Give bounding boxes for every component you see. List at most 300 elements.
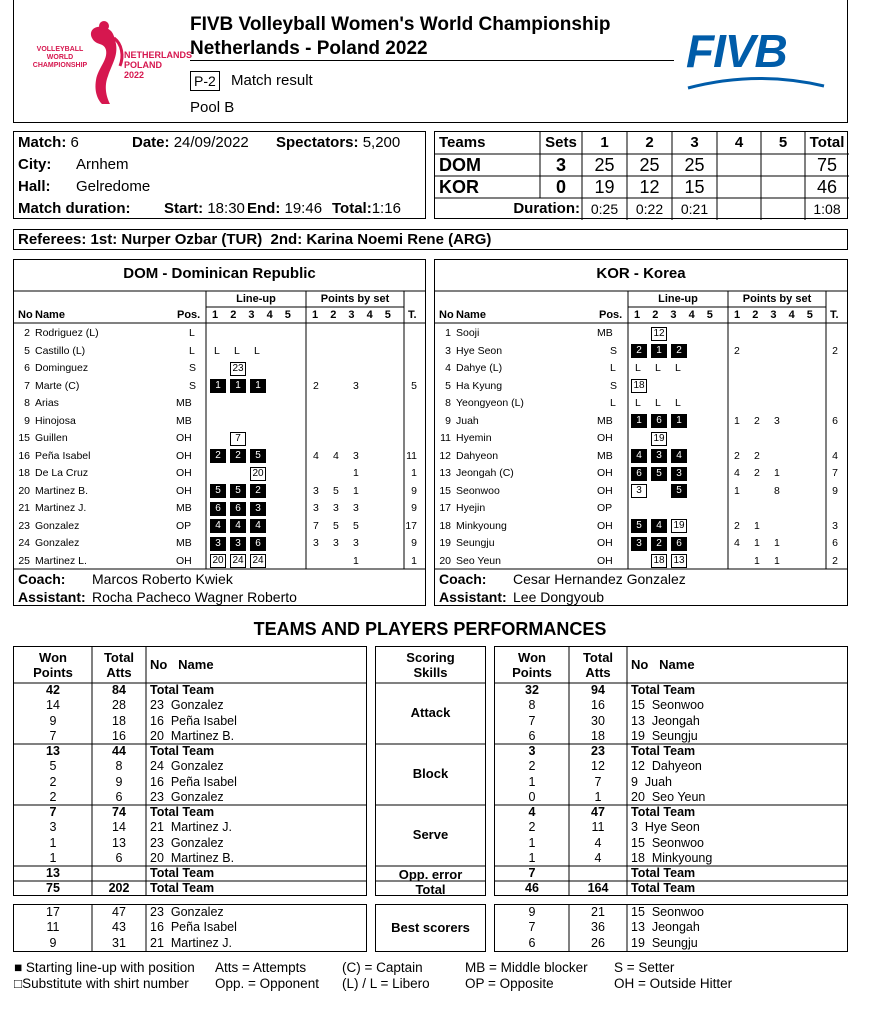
logo-side-2: POLAND: [124, 60, 162, 70]
player-row: [435, 395, 847, 413]
match-number: 6: [70, 134, 79, 151]
header-box: [13, 0, 848, 123]
total-points: 17: [405, 519, 417, 532]
set-points: 3: [774, 414, 780, 427]
total-value: 1:16: [371, 200, 401, 217]
won-points: 7: [49, 728, 57, 743]
set-points: 1: [353, 467, 359, 479]
won-points: 32: [525, 683, 539, 697]
lineup-substitute-number: 18: [651, 554, 667, 568]
lineup-start-position: 4: [631, 449, 647, 463]
won-points: 1: [528, 835, 536, 850]
set-points: 3: [313, 537, 319, 549]
player-row: [14, 325, 426, 343]
set-points: 3: [333, 502, 339, 514]
player-number: 20: [439, 554, 451, 567]
player-label: 13 Jeongah: [631, 920, 700, 935]
dom-lineup-header: Line-up: [236, 293, 276, 305]
player-label: 23 Gonzalez: [150, 835, 224, 850]
won-points: 2: [49, 774, 57, 789]
total-atts: 6: [115, 850, 123, 865]
player-row: [14, 343, 426, 361]
player-number: 18: [439, 519, 451, 532]
spectators-label: Spectators:: [276, 134, 359, 151]
won-points: 5: [49, 759, 57, 774]
player-number: 17: [439, 502, 451, 514]
kor-coach-label: Coach:: [439, 571, 487, 587]
lineup-substitute-number: 18: [631, 379, 647, 393]
player-label: Total Team: [150, 881, 215, 895]
kor-lineup-header: Line-up: [658, 293, 698, 305]
total-points: 9: [411, 484, 417, 497]
set-points: 7: [313, 519, 319, 532]
player-position: OH: [597, 537, 613, 549]
perf-row: [495, 805, 847, 820]
player-number: 19: [439, 537, 451, 549]
dom-pos-header: Pos.: [177, 309, 201, 321]
player-name: Martinez J.: [35, 502, 87, 514]
player-label: Total Team: [150, 683, 215, 697]
player-row: [14, 448, 426, 466]
player-number: 2: [24, 327, 30, 339]
best-scorer-row: [495, 920, 847, 935]
perf-row: [495, 714, 847, 729]
legend-setter: S = Setter: [614, 960, 675, 975]
set2-header: 2: [645, 134, 654, 151]
fivb-logo: FIVB: [686, 28, 826, 90]
lineup-start-position: 4: [210, 519, 226, 533]
lineup-start-position: 4: [651, 519, 667, 533]
won-points: 11: [46, 920, 60, 935]
lineup-start-position: 6: [210, 502, 226, 516]
set-points: 2: [754, 414, 760, 427]
set-points: 1: [754, 554, 760, 567]
kor-perf-rows: [495, 683, 847, 895]
logo-line-1: VOLLEYBALL: [36, 46, 84, 53]
start-label: Start:: [164, 200, 204, 217]
player-label: Total Team: [631, 683, 696, 697]
player-row: [435, 500, 847, 518]
match-label: Match:: [18, 134, 67, 151]
player-name: De La Cruz: [35, 467, 89, 479]
perf-row: [14, 866, 366, 881]
player-label: 16 Peña Isabel: [150, 920, 237, 935]
perf-row: [14, 820, 366, 835]
perf-row: [495, 790, 847, 805]
total-atts: 26: [591, 935, 605, 950]
won-points: 7: [528, 920, 536, 935]
won-points: 1: [49, 835, 57, 850]
hall-label: Hall:: [18, 178, 51, 195]
dom-atts-header: Total Atts: [103, 650, 135, 680]
total-atts: 1: [594, 789, 602, 804]
set3-duration: 0:21: [680, 201, 709, 217]
perf-row: [495, 759, 847, 774]
total-points: 1: [411, 554, 417, 567]
player-name: Hyejin: [456, 502, 486, 514]
legend-oh: OH = Outside Hitter: [614, 976, 733, 991]
player-label: Total Team: [150, 866, 215, 880]
total-atts: 28: [112, 698, 126, 713]
logo-side-3: 2022: [124, 70, 145, 80]
total-atts: 43: [112, 920, 126, 935]
legend-captain: (C) = Captain: [342, 960, 423, 975]
lineup-start-position: 2: [230, 449, 246, 463]
set-points: 5: [333, 484, 339, 497]
player-label: 12 Dahyeon: [631, 759, 702, 774]
won-points: 3: [49, 820, 57, 835]
player-position: OP: [176, 519, 192, 532]
total-atts: 14: [112, 820, 126, 835]
city-label: City:: [18, 156, 52, 173]
player-name: Hye Seon: [456, 344, 503, 357]
lineup-substitute-number: 7: [230, 432, 246, 446]
set-points: 3: [313, 502, 319, 514]
player-row: [14, 360, 426, 378]
player-label: Total Team: [150, 744, 215, 758]
player-label: Total Team: [631, 805, 696, 819]
player-label: 15 Seonwoo: [631, 698, 704, 713]
kor-won-header: Won Points: [512, 650, 552, 680]
lineup-start-position: 3: [631, 537, 647, 551]
lineup-substitute-number: 20: [210, 554, 226, 568]
dom-assistant-name: Rocha Pacheco Wagner Roberto: [92, 589, 297, 605]
lineup-start-position: 2: [651, 537, 667, 551]
lineup-start-position: 5: [230, 484, 246, 498]
player-name: Seonwoo: [456, 484, 500, 497]
dom-assistant-label: Assistant:: [18, 589, 86, 605]
lineup-substitute-number: 19: [651, 432, 667, 446]
total-atts: 84: [112, 683, 126, 697]
player-position: S: [610, 379, 618, 392]
player-position: OH: [176, 449, 192, 462]
logo-line-3: CHAMPIONSHIP: [32, 62, 88, 69]
set-points: 8: [774, 484, 780, 497]
player-row: [14, 378, 426, 396]
total-atts: 164: [587, 881, 609, 895]
won-points: 1: [49, 850, 57, 865]
total-atts: 7: [594, 774, 602, 789]
player-label: 15 Seonwoo: [631, 835, 704, 850]
kor-points-header: Points by set: [742, 293, 812, 305]
total-atts: 202: [108, 881, 130, 895]
total-atts: 16: [591, 698, 605, 713]
player-position: L: [189, 327, 195, 339]
perf-row: [14, 714, 366, 729]
player-label: 20 Martinez B.: [150, 850, 235, 865]
lineup-start-position: 1: [631, 414, 647, 428]
total-atts: 16: [112, 728, 126, 743]
set-points: 5: [353, 519, 359, 532]
page-title: FIVB Volleyball Women's World Championship: [190, 14, 611, 35]
set-points: 3: [353, 449, 359, 462]
set-points: 4: [333, 449, 339, 462]
player-label: 16 Peña Isabel: [150, 713, 237, 728]
player-position: MB: [176, 502, 192, 514]
skills-header: Scoring Skills: [406, 650, 455, 680]
title-underline: [190, 60, 674, 61]
end-value: 19:46: [284, 200, 323, 217]
perf-row: [14, 836, 366, 851]
best-scorers-label-box: [375, 904, 486, 952]
player-position: OH: [597, 484, 613, 497]
perf-row: [14, 744, 366, 759]
player-number: 4: [445, 362, 451, 374]
perf-row: [495, 729, 847, 744]
lineup-start-position: 5: [651, 467, 667, 481]
lineup-start-position: 2: [210, 449, 226, 463]
player-name: Sooji: [456, 327, 480, 339]
won-points: 7: [49, 805, 57, 819]
dom-team-title: DOM - Dominican Republic: [123, 265, 316, 282]
set-points: 1: [774, 467, 780, 479]
hall-value: Gelredome: [76, 178, 151, 195]
dom-best-rows: [14, 905, 366, 951]
lineup-substitute-number: 19: [671, 519, 687, 533]
player-name: Juah: [456, 414, 479, 427]
player-name: Seo Yeun: [456, 554, 501, 567]
player-label: 18 Minkyoung: [631, 850, 713, 865]
legend-libero: (L) / L = Libero: [342, 976, 430, 991]
lineup-start-position: 3: [210, 537, 226, 551]
start-value: 18:30: [207, 200, 245, 217]
player-position: L: [189, 344, 195, 357]
kor-no-name-header: No Name: [631, 657, 695, 672]
player-label: 24 Gonzalez: [150, 759, 224, 774]
player-row: [14, 483, 426, 501]
player-row: [435, 430, 847, 448]
player-number: 18: [18, 467, 30, 479]
lineup-libero: L: [214, 344, 220, 357]
dom-set2: 25: [639, 155, 660, 175]
lineup-start-position: 6: [230, 502, 246, 516]
dom-perf-rows: [14, 683, 366, 895]
kor-lineup-set-nums: 1 2 3 4 5: [634, 309, 713, 321]
perf-row: [495, 683, 847, 698]
won-points: 42: [46, 683, 60, 697]
player-label: 19 Seungju: [631, 728, 698, 743]
set-points: 1: [353, 554, 359, 567]
player-number: 24: [18, 537, 30, 549]
player-label: 21 Martinez J.: [150, 820, 232, 835]
perf-row: [14, 683, 366, 698]
player-position: OH: [176, 432, 192, 444]
won-points: 1: [528, 774, 536, 789]
total-atts: 11: [591, 820, 605, 835]
won-points: 46: [525, 881, 539, 895]
referees-text: Referees: 1st: Nurper Ozbar (TUR) 2nd: Karina Noemi Rene (ARG): [18, 231, 492, 248]
player-number: 23: [18, 519, 30, 532]
skill-attack: Attack: [410, 705, 451, 720]
player-number: 21: [18, 502, 30, 514]
total-atts: 94: [591, 683, 605, 697]
set-points: 3: [353, 502, 359, 514]
lineup-substitute-number: 24: [230, 554, 246, 568]
won-points: 6: [528, 728, 536, 743]
spectators-value: 5,200: [362, 134, 401, 151]
player-number: 1: [445, 327, 451, 339]
total-atts: 44: [112, 744, 126, 758]
won-points: 2: [49, 789, 57, 804]
player-label: 16 Peña Isabel: [150, 774, 237, 789]
pool-label: Pool B: [190, 99, 235, 116]
dom-total: 75: [816, 155, 838, 175]
total-header: Total: [809, 134, 845, 151]
total-points: 9: [411, 537, 417, 549]
total-label: Total:: [332, 200, 372, 217]
kor-best-scorers: [494, 904, 848, 952]
player-name: Hinojosa: [35, 414, 76, 427]
player-name: Hyemin: [456, 432, 492, 444]
kor-sets: 0: [555, 177, 566, 197]
dom-set1: 25: [594, 155, 615, 175]
lineup-start-position: 4: [230, 519, 246, 533]
lineup-start-position: 5: [250, 449, 266, 463]
total-atts: 4: [594, 850, 602, 865]
player-position: MB: [176, 537, 192, 549]
total-points: 9: [411, 502, 417, 514]
player-number: 13: [439, 467, 451, 479]
won-points: 9: [528, 905, 536, 919]
won-points: 1: [528, 850, 536, 865]
player-name: Minkyoung: [456, 519, 507, 532]
lineup-start-position: 3: [230, 537, 246, 551]
set-points: 1: [754, 519, 760, 532]
dom-name-header: Name: [35, 309, 65, 321]
lineup-substitute-number: 12: [651, 327, 667, 341]
total-atts: 23: [591, 744, 605, 758]
lineup-start-position: 1: [210, 379, 226, 393]
kor-points-set-nums: 1 2 3 4 5: [734, 309, 813, 321]
set-points: 2: [734, 519, 740, 532]
perf-row: [14, 759, 366, 774]
player-label: 15 Seonwoo: [631, 905, 704, 919]
lineup-libero: L: [675, 362, 681, 374]
best-scorers-label: Best scorers: [391, 920, 470, 935]
team-kor-code: KOR: [439, 177, 479, 197]
player-number: 16: [18, 449, 30, 462]
lineup-start-position: 3: [250, 502, 266, 516]
player-position: MB: [176, 397, 192, 409]
player-label: 20 Seo Yeun: [631, 789, 706, 804]
kor-set2: 12: [639, 177, 660, 197]
won-points: 2: [528, 820, 536, 835]
total-points: 5: [411, 379, 417, 392]
perf-row: [495, 820, 847, 835]
perf-row: [495, 775, 847, 790]
score-table: [434, 131, 848, 219]
set-points: 2: [734, 449, 740, 462]
player-position: MB: [597, 449, 613, 462]
player-position: OH: [597, 432, 613, 444]
kor-no-header: No: [439, 309, 454, 321]
skills-column: [375, 646, 486, 896]
lineup-start-position: 6: [631, 467, 647, 481]
total-points: 7: [832, 467, 838, 479]
perf-row: [14, 729, 366, 744]
player-position: L: [610, 362, 616, 374]
skill-serve: Serve: [412, 827, 449, 842]
dom-no-name-header: No Name: [150, 657, 214, 672]
lineup-start-position: 4: [250, 519, 266, 533]
player-name: Gonzalez: [35, 537, 80, 549]
lineup-substitute-number: 23: [230, 362, 246, 376]
player-position: OP: [597, 502, 613, 514]
lineup-libero: L: [635, 397, 641, 409]
date-value: 24/09/2022: [173, 134, 249, 151]
kor-pos-header: Pos.: [599, 309, 623, 321]
player-row: [14, 413, 426, 431]
lineup-start-position: 6: [250, 537, 266, 551]
player-number: 6: [24, 362, 30, 374]
set-points: 5: [333, 519, 339, 532]
page-subtitle: Netherlands - Poland 2022: [190, 38, 428, 59]
won-points: 3: [528, 744, 536, 758]
city-value: Arnhem: [76, 156, 129, 173]
perf-row: [14, 698, 366, 713]
set3-header: 3: [690, 134, 699, 151]
set-points: 1: [774, 537, 780, 549]
player-number: 11: [440, 432, 451, 444]
kor-atts-header: Total Atts: [582, 650, 614, 680]
player-name: Dahye (L): [456, 362, 503, 374]
set-points: 2: [754, 449, 760, 462]
player-row: [14, 535, 426, 553]
legend-substitute: □Substitute with shirt number: [14, 976, 189, 991]
player-number: 12: [439, 449, 451, 462]
player-row: [435, 413, 847, 431]
lineup-libero: L: [635, 362, 641, 374]
lineup-start-position: 1: [671, 414, 687, 428]
total-atts: 21: [591, 905, 605, 919]
won-points: 7: [528, 713, 536, 728]
total-atts: 74: [112, 805, 126, 819]
total-points: 3: [832, 519, 838, 532]
set1-duration: 0:25: [590, 201, 619, 217]
player-name: Jeongah (C): [456, 467, 514, 479]
player-row: [14, 553, 426, 571]
best-scorer-row: [14, 936, 366, 951]
player-number: 8: [24, 397, 30, 409]
perf-row: [495, 836, 847, 851]
lineup-libero: L: [675, 397, 681, 409]
won-points: 14: [46, 698, 60, 713]
lineup-libero: L: [655, 362, 661, 374]
player-label: 23 Gonzalez: [150, 789, 224, 804]
lineup-start-position: 2: [250, 484, 266, 498]
total-atts: 18: [112, 713, 126, 728]
won-points: 7: [528, 866, 536, 880]
best-scorer-row: [14, 905, 366, 920]
player-row: [435, 518, 847, 536]
perf-row: [495, 866, 847, 881]
set-points: 1: [734, 484, 740, 497]
perf-row: [495, 851, 847, 866]
total-points: 2: [832, 344, 838, 357]
kor-roster: [434, 259, 848, 606]
won-points: 6: [528, 935, 536, 950]
set-points: 3: [313, 484, 319, 497]
lineup-libero: L: [234, 344, 240, 357]
duration-label: Match duration:: [18, 200, 131, 217]
set-points: 4: [313, 449, 319, 462]
skill-opp-error: Opp. error: [398, 867, 463, 882]
player-label: Total Team: [150, 805, 215, 819]
lineup-libero: L: [655, 397, 661, 409]
set-points: 1: [754, 537, 760, 549]
match-info-box: [13, 131, 426, 219]
player-label: 19 Seungju: [631, 935, 698, 950]
